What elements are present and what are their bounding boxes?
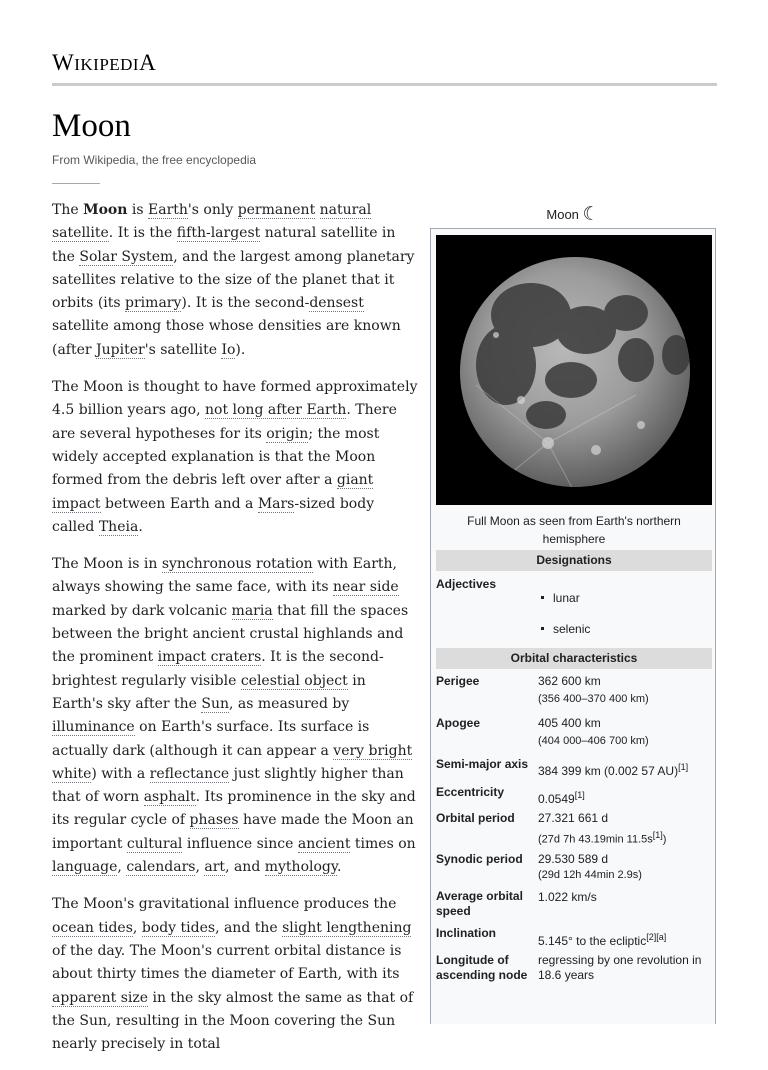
link-art[interactable]: art [204,859,226,876]
ascending-node-label: Longitude of ascending node [436,953,528,982]
link-natural-satellite[interactable]: natural satellite [52,202,372,242]
link-illuminance[interactable]: illuminance [52,719,135,736]
paragraph-intro: The Moon is Earth's only permanent natural satellite. It is the fifth-largest natural satellite in the Solar System, and the largest among planetary satellites relative to the size of the planet that it orbits (its primary). It is the second-densest satellite among those whose densities are known (after Jupiter's satellite Io). [52,202,415,358]
paragraph-tides: The Moon's gravitational influence produces the ocean tides, body tides, and the slight lengthening of the day. The Moon's current orbital distance is about thirty times the diameter of Earth, with its apparent size in the sky almost the same as that of the Sun, resulting in the Moon covering the Sun nearly precisely in total [52,896,414,1053]
page-title: Moon [52,108,131,144]
eccentricity-value: 0.0549[1] [538,790,585,806]
adjective-item: lunar [541,591,580,605]
link-synchronous-rotation[interactable]: synchronous rotation [161,556,313,573]
semi-major-axis-value: 384 399 km (0.002 57 AU)[1] [538,762,689,778]
reference-link[interactable]: [1] [678,762,689,772]
title-divider [52,183,100,184]
link-primary[interactable]: primary [125,295,182,312]
link-near-side[interactable]: near side [332,579,399,596]
ascending-node-value: regressing by one revolution in 18.6 years [538,953,702,982]
link-mythology[interactable]: mythology [264,859,337,876]
reference-link[interactable]: [1] [574,790,585,800]
link-mars[interactable]: Mars [257,495,295,512]
article-body [52,199,418,1070]
link-giant-impact[interactable]: giant impact [52,472,374,512]
link-earth[interactable]: Earth [148,202,188,218]
full-moon-image[interactable] [436,235,712,505]
reference-link[interactable]: [2][a] [646,932,667,942]
link-very-bright-white[interactable]: very bright white [52,742,413,782]
link-solar-system[interactable]: Solar System [79,248,174,265]
link-densest[interactable]: densest [309,295,364,312]
wordmark-w: W [52,50,75,75]
link-origin[interactable]: origin [266,425,309,442]
reference-link[interactable]: [1] [652,830,663,840]
image-caption: Full Moon as seen from Earth's northern hemisphere [467,514,681,546]
link-fifth-largest[interactable]: fifth-largest [176,225,261,242]
inclination-value: 5.145° to the ecliptic[2][a] [538,932,667,948]
orbital-period-label: Orbital period [436,811,515,825]
link-ancient[interactable]: ancient [297,835,351,852]
paragraph-formation: The Moon is thought to have formed approximately 4.5 billion years ago, not long after Earth. There are several hypotheses for its origin; the most widely accepted explanation is that the Moon formed from the debris left over after a giant impact between Earth and a Mars-sized body called Theia. [52,379,418,535]
designations-header: Designations [436,550,712,571]
perigee-value: 362 600 km (356 400–370 400 km) [538,674,649,705]
semi-major-axis-label: Semi-major axis [436,757,529,771]
orbital-period-value: 27.321 661 d (27d 7h 43.19min 11.5s[1]) [538,811,667,846]
link-maria[interactable]: maria [231,602,273,619]
link-ocean-tides[interactable]: ocean tides [52,919,133,936]
average-speed-value: 1.022 km/s [538,890,597,904]
link-phases[interactable]: phases [189,812,239,829]
link-theia[interactable]: Theia [98,518,139,535]
link-slight-lengthening[interactable]: slight lengthening [282,919,412,936]
apogee-value: 405 400 km (404 000–406 700 km) [538,716,649,747]
link-asphalt[interactable]: asphalt [143,789,196,806]
link-permanent[interactable]: permanent [237,202,316,218]
inclination-label: Inclination [436,926,496,940]
wikipedia-wordmark[interactable] [52,50,156,76]
eccentricity-label: Eccentricity [436,785,505,799]
paragraph-appearance: The Moon is in synchronous rotation with Earth, always showing the same face, with its near side marked by dark volcanic maria that fill the spaces between the bright ancient crustal highlands and the prominent impact craters. It is the second-brightest regularly visible celestial object in Earth's sky after the Sun, as measured by illuminance on Earth's surface. Its surface is actually dark (although it can appear a very bright white) with a reflectance just slightly higher than that of worn asphalt. Its prominence in the sky and its regular cycle of phases have made the Moon an important cultural influence since ancient times on language, calendars, art, and mythology. [52,556,416,876]
orbital-header: Orbital characteristics [436,648,712,669]
link-sun[interactable]: Sun [201,695,229,712]
link-not-long-after-earth[interactable]: not long after Earth [205,402,347,419]
adjectives-label: Adjectives [436,577,497,591]
infobox [430,228,716,1024]
link-celestial-object[interactable]: celestial object [240,672,348,689]
link-body-tides[interactable]: body tides [141,919,216,936]
adjective-item: selenic [541,622,590,636]
wordmark-a: A [139,50,157,75]
page-tagline: From Wikipedia, the free encyclopedia [52,153,257,167]
synodic-period-label: Synodic period [436,852,523,866]
link-cultural[interactable]: cultural [126,835,183,852]
moon-symbol-icon: ☾ [582,204,600,225]
link-language[interactable]: language [52,859,118,876]
wordmark-ikipedi: IKIPEDI [74,55,140,74]
synodic-period-value: 29.530 589 d (29d 12h 44min 2.9s) [538,852,642,881]
perigee-label: Perigee [436,674,480,688]
link-jupiter[interactable]: Jupiter [96,341,145,358]
link-io[interactable]: Io [221,341,236,358]
infobox-title: Moon ☾ [546,204,600,225]
link-apparent-size[interactable]: apparent size [52,989,149,1006]
header-divider [52,83,717,86]
average-speed-label: Average orbital speed [436,889,523,918]
link-impact-craters[interactable]: impact craters [157,649,262,666]
link-reflectance[interactable]: reflectance [149,765,230,782]
apogee-label: Apogee [436,716,481,730]
link-calendars[interactable]: calendars [126,859,196,876]
bold-subject: Moon [83,202,128,218]
